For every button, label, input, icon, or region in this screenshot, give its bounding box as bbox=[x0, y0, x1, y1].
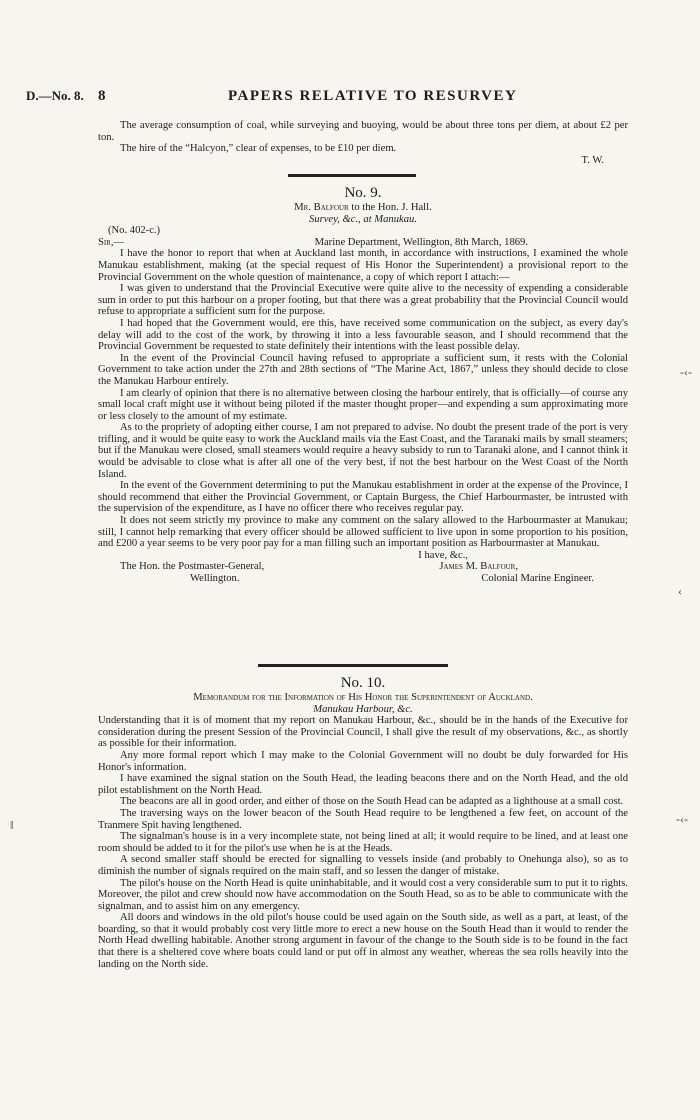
signer-title: Colonial Marine Engineer. bbox=[481, 573, 594, 584]
document-heading: Memorandum for the Information of His Honor the Superintendent of Auckland. bbox=[193, 692, 533, 703]
margin-tick-mark: ‹ bbox=[678, 584, 682, 598]
dateline: Marine Department, Wellington, 8th March, 1869. bbox=[314, 236, 528, 248]
margin-tick-mark: ǁ bbox=[10, 818, 14, 832]
document-number: No. 9. bbox=[344, 185, 382, 201]
memo-paragraph: Any more formal report which I may make to the Colonial Government will no doubt be duly forwarded for His Honor's information. bbox=[98, 749, 628, 773]
document-no-9 bbox=[98, 184, 628, 585]
section-divider bbox=[288, 174, 416, 177]
salutation: Sir,— bbox=[98, 236, 125, 248]
signature-line bbox=[98, 561, 628, 573]
letter-paragraph: As to the propriety of adopting either course, I am not prepared to advise. No doubt the present trade of the port is very trifling, and it would be quite easy to work the Auckland mails via the East Coast, and the Taranaki mails by small steamers; but if the Manukau were closed, small steamers would require a heavy subsidy to run to Taranaki alone, and I cannot think it would be advisable to close what is after all one of the very best, if not the best harbour on the West Coast of the North Island. bbox=[98, 422, 628, 480]
initials: T. W. bbox=[581, 154, 604, 166]
letter-paragraph: I had hoped that the Government would, ere this, have received some communication on the subject, as every day's delay will add to the cost of the work, by throwing it into a less favourable season, and I should recommend that the Provincial Government be requested to state definitely their intentions with the least possible delay. bbox=[98, 317, 628, 353]
document-no-10 bbox=[98, 674, 628, 970]
section-divider bbox=[258, 664, 448, 667]
intro-section bbox=[98, 120, 628, 166]
memo-paragraph: Understanding that it is of moment that my report on Manukau Harbour, &c., should be in the hands of the Executive for consideration during the present Session of the Provincial Council, I shall give the result of my observations, &c., as shortly as possible for their information. bbox=[98, 715, 628, 750]
file-reference: (No. 402-c.) bbox=[108, 225, 161, 237]
addressee: The Hon. the Postmaster-General, bbox=[120, 561, 265, 573]
signature-line-2 bbox=[98, 573, 628, 585]
signer-name: James M. Balfour, bbox=[439, 561, 518, 573]
running-title: PAPERS RELATIVE TO RESURVEY bbox=[228, 88, 518, 104]
document-heading bbox=[98, 202, 628, 214]
document-subtitle: Manukau Harbour, &c. bbox=[313, 703, 413, 715]
margin-tick-mark: -‹- bbox=[676, 812, 688, 826]
running-header bbox=[0, 88, 700, 108]
memo-paragraph: The signalman's house is in a very incomplete state, not being lined at all; it would require to be lined, and at least one room should be added to it for the pilot's use when he is at the Heads. bbox=[98, 831, 628, 854]
heading-from: Mr. Balfour bbox=[294, 202, 349, 213]
memo-paragraph: A second smaller staff should be erected for signalling to vessels inside (and probably to Onehunga also), so as to diminish the number of signals required on the main staff, and so lessen the danger of mistake. bbox=[98, 854, 628, 877]
closing: I have, &c., bbox=[418, 549, 468, 561]
letter-paragraph: In the event of the Provincial Council having refused to appropriate a sufficient sum, it rests with the Colonial Government to take action under the 27th and 28th sections of “The Marine Act, 1867,” unless they should decide to close the Manukau Harbour entirely. bbox=[98, 352, 628, 387]
margin-tick-mark: -‹- bbox=[680, 365, 692, 379]
salutation-line bbox=[98, 237, 628, 249]
letter-paragraph: In the event of the Government determining to put the Manukau establishment in order at the expense of the Province, I should recommend that either the Provincial Government, or Captain Burgess, the Chief Harbourmaster, be intrusted with the supervision of the expenditure, as I have no officer there who receives regular pay. bbox=[98, 480, 628, 515]
letter-paragraph: I am clearly of opinion that there is no alternative between closing the harbour entirely, that is officially—of course any small local craft might use it without being piloted if the master thought proper—and expending a sum approximating more or less closely to the amount of my estimate. bbox=[98, 387, 628, 422]
intro-paragraph: The average consumption of coal, while surveying and buoying, would be about three tons per diem, at about £2 per ton. bbox=[98, 120, 628, 143]
document-reference: D.—No. 8. bbox=[26, 88, 84, 103]
heading-to: to the Hon. J. Hall. bbox=[351, 202, 432, 213]
page-number: 8 bbox=[98, 88, 106, 104]
memo-paragraph: The beacons are all in good order, and either of those on the South Head can be adapted as a lighthouse at a small cost. bbox=[120, 796, 624, 808]
letter-paragraph: I was given to understand that the Provincial Executive were quite alive to the necessity of expending a considerable sum in order to put this harbour on a proper footing, but that there was a great probability that the Provincial Council would refuse to appropriate a sufficient sum for the purpose. bbox=[98, 283, 628, 318]
intro-paragraph: The hire of the “Halcyon,” clear of expenses, to be £10 per diem. bbox=[120, 143, 397, 155]
document-subtitle: Survey, &c., at Manukau. bbox=[309, 213, 417, 225]
memo-paragraph: All doors and windows in the old pilot's house could be used again on the South side, as well as a part, at least, of the boarding, so that it would probably cost very little more to erect a new house on the South Head than it would to render the North Head dwelling habitable. Another strong argument in favour of the change to the South side is to be found in the fact that there is a sheltered cove where boats could land or put off in almost any weather, whereas the sea rolls heavily into the landing on the North side. bbox=[98, 912, 628, 970]
memo-paragraph: The traversing ways on the lower beacon of the South Head require to be lengthened a few feet, on account of the Tranmere Spit having lengthened. bbox=[98, 807, 628, 831]
letter-paragraph: It does not seem strictly my province to make any comment on the salary allowed to the Harbourmaster at Manukau; still, I cannot help remarking that every officer should be allowed sufficient to live upon in some proportion to his position, and £200 a year seems to be very poor pay for a man filling such an important position as Harbourmaster at Manukau. bbox=[98, 515, 628, 550]
addressee-city: Wellington. bbox=[190, 573, 240, 584]
document-number: No. 10. bbox=[340, 675, 386, 691]
letter-paragraph: I have the honor to report that when at Auckland last month, in accordance with instructions, I examined the whole Manukau establishment, making (at the special request of His Honor the Superintendent) a provisional report to the Provincial Government on the whole question of maintenance, a copy of which report I attach:— bbox=[98, 248, 628, 283]
memo-paragraph: The pilot's house on the North Head is quite uninhabitable, and it would cost a very considerable sum to put it to rights. Moreover, the pilot and crew should now have accommodation on the South Head, so as to be able to communicate with the signalman, and to assist him on any emergency. bbox=[98, 877, 628, 912]
memo-paragraph: I have examined the signal station on the South Head, the leading beacons there and on the North Head, and the old pilot establishment on the North Head. bbox=[98, 773, 628, 796]
